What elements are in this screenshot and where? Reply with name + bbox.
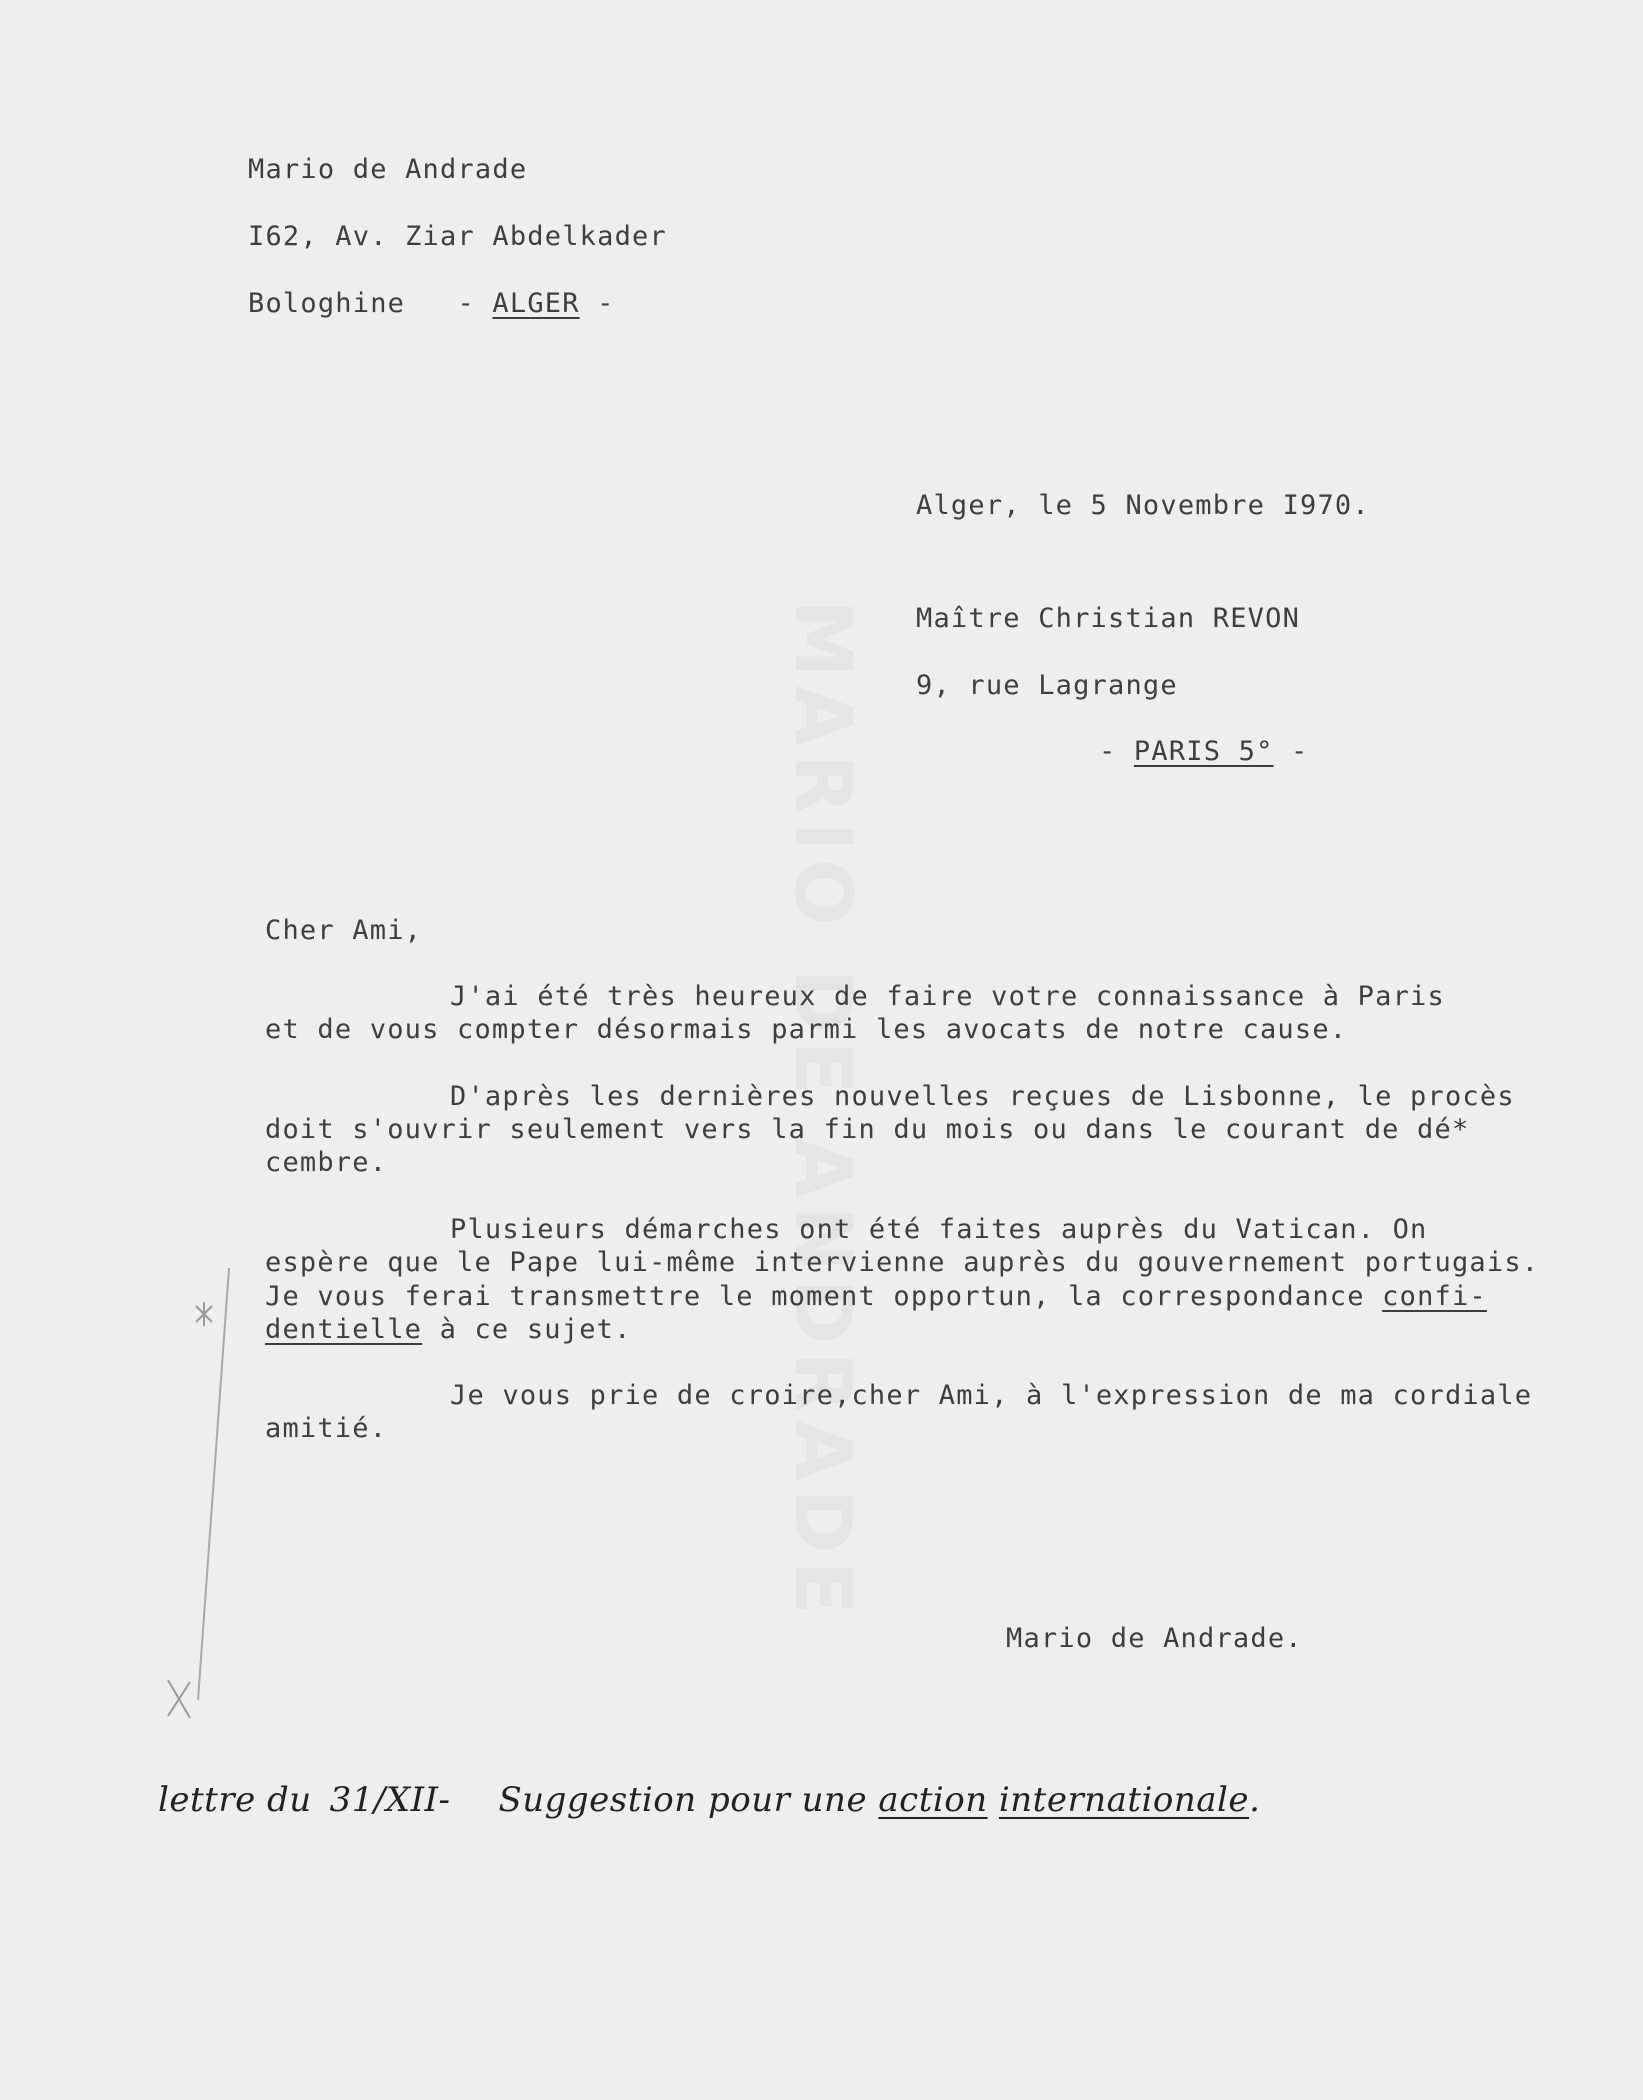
body-line: Plusieurs démarches ont été faites auprès du Vatican. On (450, 1214, 1428, 1245)
body-line: cembre. (265, 1147, 388, 1178)
underlined-text: confi- (1382, 1281, 1487, 1312)
signature: Mario de Andrade. (1006, 1623, 1303, 1654)
body-line: D'après les dernières nouvelles reçues de Lisbonne, le procès (450, 1081, 1515, 1112)
sender-city: ALGER (492, 288, 580, 319)
body-line: J'ai été très heureux de faire votre connaissance à Paris (450, 981, 1445, 1012)
body-line: amitié. (265, 1413, 388, 1444)
handwritten-text: . (1249, 1780, 1261, 1820)
sender-district: Bologhine (248, 288, 406, 319)
recipient-city-prefix: - (1099, 736, 1134, 767)
sender-city-prefix: - (457, 288, 493, 319)
underlined-text: dentielle (265, 1314, 423, 1345)
body-line: Je vous prie de croire,cher Ami, à l'expression de ma cordiale (450, 1380, 1533, 1411)
handwritten-space (988, 1780, 999, 1820)
asterisk-mark (196, 1302, 212, 1326)
handwritten-date: 31/XII- (329, 1780, 451, 1820)
salutation: Cher Ami, (265, 915, 423, 946)
recipient-city-suffix: - (1273, 736, 1309, 767)
body-text: Je vous ferai transmettre le moment opportun, la correspondance (265, 1281, 1383, 1312)
date-line: Alger, le 5 Novembre I970. (916, 490, 1370, 521)
recipient-name: Maître Christian REVON (916, 603, 1301, 634)
body-line: espère que le Pape lui-même intervienne auprès du gouvernement portugais. (265, 1247, 1540, 1278)
handwritten-note (158, 1780, 1261, 1820)
body-text: à ce sujet. (422, 1314, 632, 1345)
recipient-city: PARIS 5° (1133, 736, 1274, 767)
handwritten-underlined: action (878, 1780, 988, 1820)
cross-mark (168, 1680, 190, 1718)
handwritten-underlined: internationale (998, 1780, 1250, 1820)
body-line: doit s'ouvrir seulement vers la fin du mois ou dans le courant de dé* (265, 1114, 1470, 1145)
body-line: et de vous compter désormais parmi les avocats de notre cause. (265, 1014, 1348, 1045)
handwritten-text: lettre du (158, 1780, 312, 1820)
recipient-street: 9, rue Lagrange (916, 670, 1178, 701)
sender-name: Mario de Andrade (248, 154, 528, 185)
handwritten-text: Suggestion pour une (498, 1780, 879, 1820)
pencil-line (198, 1268, 229, 1700)
archive-watermark: MARIO DE ANDRADE (777, 600, 867, 1623)
sender-city-suffix: - (579, 288, 615, 319)
sender-address: I62, Av. Ziar Abdelkader (248, 221, 667, 252)
